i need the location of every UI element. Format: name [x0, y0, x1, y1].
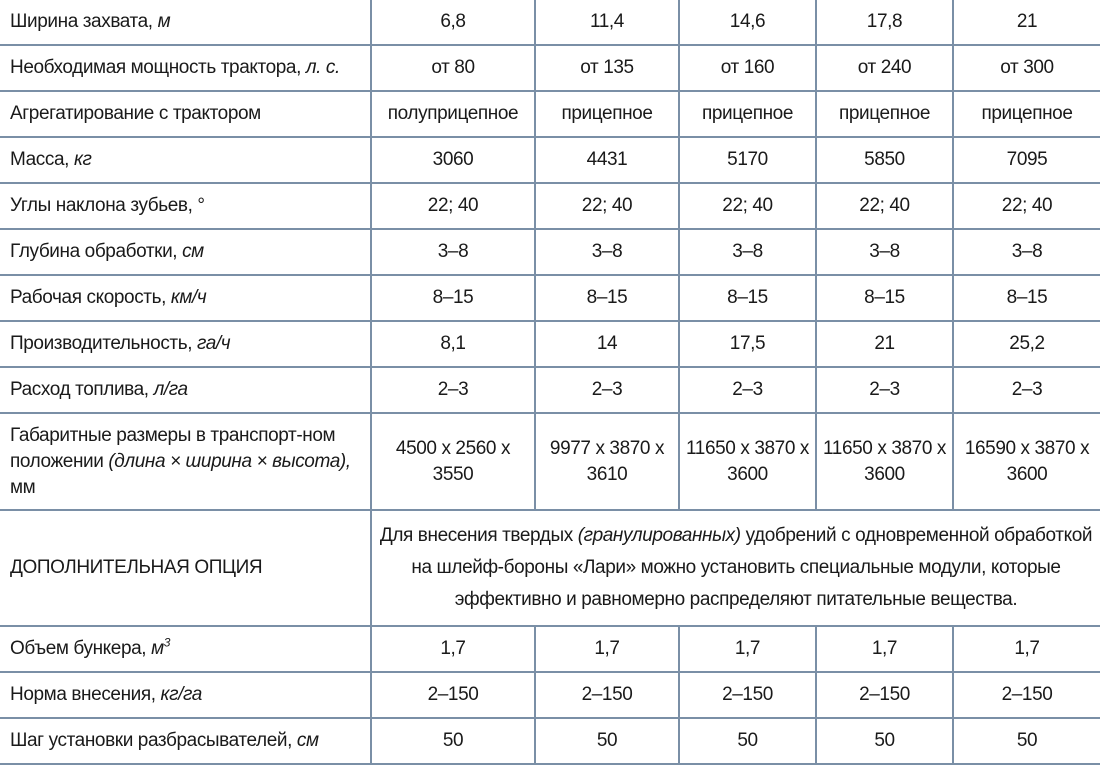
table-cell: 11650 х 3870 х 3600	[679, 413, 816, 510]
option-text: Для внесения твердых (гранулированных) удобрений с одновременной обработкой на шлейф-бороны «Лари» можно установить специальные модули, которые эффективно и равномерно распределяют питательные вещества.	[371, 510, 1100, 626]
table-cell: 2–3	[816, 367, 953, 413]
table-row	[0, 321, 1100, 367]
table-cell: 8–15	[953, 275, 1100, 321]
table-cell: от 300	[953, 45, 1100, 91]
table-cell: 11650 х 3870 х 3600	[816, 413, 953, 510]
table-cell: 5850	[816, 137, 953, 183]
table-cell: 22; 40	[953, 183, 1100, 229]
table-cell: 1,7	[816, 626, 953, 672]
table-cell: 1,7	[679, 626, 816, 672]
table-cell: 8–15	[535, 275, 679, 321]
table-cell: 14	[535, 321, 679, 367]
table-cell: 21	[816, 321, 953, 367]
row-label: Расход топлива, л/га	[0, 367, 371, 413]
table-row	[0, 91, 1100, 137]
table-cell: 3060	[371, 137, 535, 183]
table-cell: прицепное	[953, 91, 1100, 137]
table-cell: 1,7	[371, 626, 535, 672]
table-cell: 5170	[679, 137, 816, 183]
row-label: Глубина обработки, см	[0, 229, 371, 275]
table-row	[0, 45, 1100, 91]
table-cell: прицепное	[679, 91, 816, 137]
table-cell: 21	[953, 0, 1100, 45]
table-cell: 3–8	[816, 229, 953, 275]
table-cell: 4431	[535, 137, 679, 183]
table-cell: 4500 х 2560 х 3550	[371, 413, 535, 510]
table-cell: 1,7	[535, 626, 679, 672]
table-cell: 1,7	[953, 626, 1100, 672]
table-cell: 3–8	[953, 229, 1100, 275]
table-cell: 3–8	[679, 229, 816, 275]
table-cell: прицепное	[816, 91, 953, 137]
table-cell: 2–3	[371, 367, 535, 413]
table-cell: 2–150	[816, 672, 953, 718]
table-cell: 2–3	[953, 367, 1100, 413]
table-cell: 22; 40	[535, 183, 679, 229]
row-label: Агрегатирование с трактором	[0, 91, 371, 137]
row-label: Объем бункера, $м^3$	[0, 626, 371, 672]
table-row	[0, 367, 1100, 413]
row-label: Ширина захвата, м	[0, 0, 371, 45]
table-cell: 50	[535, 718, 679, 764]
table-cell: 50	[679, 718, 816, 764]
row-label-dimensions: Габаритные размеры в транспорт-ном положении (длина × ширина × высота), мм	[0, 413, 371, 510]
table-cell: 7095	[953, 137, 1100, 183]
table-cell: полуприцепное	[371, 91, 535, 137]
row-label: Необходимая мощность трактора, л. с.	[0, 45, 371, 91]
table-cell: 25,2	[953, 321, 1100, 367]
option-label: ДОПОЛНИТЕЛЬНАЯ ОПЦИЯ	[0, 510, 371, 626]
table-cell: 22; 40	[816, 183, 953, 229]
table-row	[0, 275, 1100, 321]
table-cell: 8–15	[816, 275, 953, 321]
table-cell: 50	[816, 718, 953, 764]
table-cell: 3–8	[535, 229, 679, 275]
table-cell: 17,5	[679, 321, 816, 367]
row-label: Углы наклона зубьев, °	[0, 183, 371, 229]
row-label: Производительность, га/ч	[0, 321, 371, 367]
table-row	[0, 626, 1100, 672]
table-cell: 14,6	[679, 0, 816, 45]
table-row	[0, 229, 1100, 275]
row-label: Норма внесения, кг/га	[0, 672, 371, 718]
table-row-dimensions	[0, 413, 1100, 510]
table-cell: прицепное	[535, 91, 679, 137]
table-row	[0, 672, 1100, 718]
table-cell: 22; 40	[371, 183, 535, 229]
table-cell: 22; 40	[679, 183, 816, 229]
table-cell: 16590 х 3870 х 3600	[953, 413, 1100, 510]
table-cell: 2–150	[679, 672, 816, 718]
table-cell: 3–8	[371, 229, 535, 275]
table-cell: 8,1	[371, 321, 535, 367]
table-row-option	[0, 510, 1100, 626]
row-label: Шаг установки разбрасывателей, см	[0, 718, 371, 764]
row-label: Масса, кг	[0, 137, 371, 183]
table-cell: 2–150	[953, 672, 1100, 718]
table-cell: от 80	[371, 45, 535, 91]
table-cell: 8–15	[371, 275, 535, 321]
table-row	[0, 137, 1100, 183]
table-cell: 2–3	[535, 367, 679, 413]
table-cell: от 160	[679, 45, 816, 91]
table-cell: 50	[371, 718, 535, 764]
table-cell: 11,4	[535, 0, 679, 45]
table-cell: 2–3	[679, 367, 816, 413]
table-cell: 50	[953, 718, 1100, 764]
table-cell: 9977 х 3870 х 3610	[535, 413, 679, 510]
table-cell: 17,8	[816, 0, 953, 45]
table-row	[0, 718, 1100, 764]
table-row	[0, 0, 1100, 45]
table-cell: 2–150	[371, 672, 535, 718]
table-row	[0, 183, 1100, 229]
table-cell: от 135	[535, 45, 679, 91]
table-cell: от 240	[816, 45, 953, 91]
table-cell: 8–15	[679, 275, 816, 321]
row-label: Рабочая скорость, км/ч	[0, 275, 371, 321]
table-cell: 2–150	[535, 672, 679, 718]
table-cell: 6,8	[371, 0, 535, 45]
